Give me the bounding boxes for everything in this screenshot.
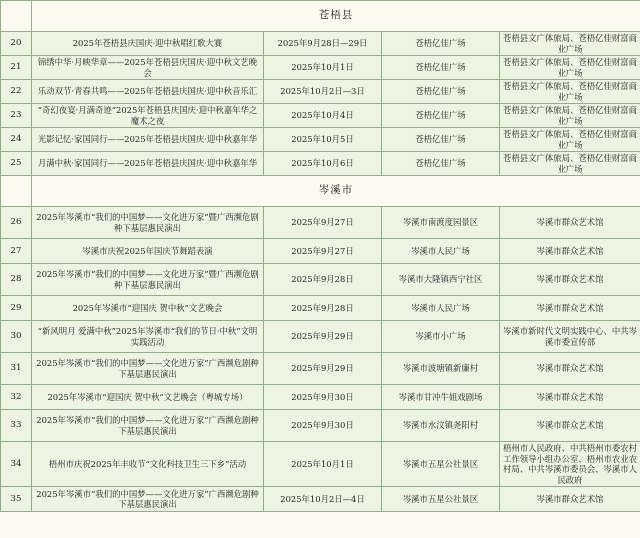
event-organizer: 苍梧县文广体旅局、苍梧亿佳财富商业广场 [500,104,640,128]
event-organizer: 岑溪市群众艺术馆 [500,264,640,296]
event-name: 2025年岑溪市“迎国庆 贺中秋”文艺晚会（粤城专场） [32,385,264,410]
event-name: 2025年岑溪市“我们的中国梦——文化进万家”广西濒危剧种下基层惠民演出 [32,353,264,385]
event-organizer: 岑溪市群众艺术馆 [500,207,640,239]
event-venue: 苍梧亿佳广场 [382,80,500,104]
event-date: 2025年10月1日 [264,442,382,487]
row-number: 32 [1,385,32,410]
event-name: 岑溪市庆祝2025年国庆节舞蹈表演 [32,239,264,264]
event-venue: 岑溪市大隆镇西宁社区 [382,264,500,296]
event-name: “奇幻夜宴·月满奇迹”2025年苍梧县庆国庆·迎中秋嘉年华之魔术之夜 [32,104,264,128]
event-date: 2025年10月5日 [264,128,382,152]
table-row [1,442,640,487]
event-venue: 岑溪市小广场 [382,321,500,353]
event-organizer: 岑溪市群众艺术馆 [500,353,640,385]
events-table-body [1,1,640,512]
table-row [1,239,640,264]
event-date: 2025年10月2日—3日 [264,80,382,104]
event-name: 2025年岑溪市“我们的中国梦——文化进万家”广西濒危剧种下基层惠民演出 [32,487,264,512]
row-number: 21 [1,56,32,80]
section-header-row [1,1,640,32]
event-venue: 苍梧亿佳广场 [382,56,500,80]
event-organizer: 苍梧县文广体旅局、苍梧亿佳财富商业广场 [500,152,640,176]
event-venue: 岑溪市人民广场 [382,296,500,321]
event-name: 光影记忆·家国同行——2025年苍梧县庆国庆·迎中秋嘉年华 [32,128,264,152]
table-row [1,207,640,239]
row-number: 34 [1,442,32,487]
event-venue: 岑溪市南渡度园景区 [382,207,500,239]
event-date: 2025年9月28日—29日 [264,32,382,56]
event-venue: 岑溪市五星公社景区 [382,487,500,512]
event-date: 2025年9月27日 [264,239,382,264]
row-number: 22 [1,80,32,104]
event-venue: 岑溪市五星公社景区 [382,442,500,487]
event-organizer: 岑溪市群众艺术馆 [500,239,640,264]
event-date: 2025年10月6日 [264,152,382,176]
event-name: 2025年岑溪市“迎国庆 贺中秋”文艺晚会 [32,296,264,321]
event-date: 2025年9月29日 [264,353,382,385]
row-number: 31 [1,353,32,385]
section-header-row [1,176,640,207]
table-row [1,487,640,512]
row-number: 24 [1,128,32,152]
event-name: 2025年岑溪市“我们的中国梦——文化进万家”暨广西濒危剧种下基层惠民演出 [32,264,264,296]
row-number: 26 [1,207,32,239]
event-organizer: 苍梧县文广体旅局、苍梧亿佳财富商业广场 [500,128,640,152]
event-date: 2025年9月28日 [264,296,382,321]
table-row [1,296,640,321]
table-row [1,410,640,442]
table-row [1,321,640,353]
event-venue: 岑溪市波塘镇新廉村 [382,353,500,385]
event-organizer: 岑溪市群众艺术馆 [500,487,640,512]
row-number: 35 [1,487,32,512]
event-name: 2025年岑溪市“我们的中国梦——文化进万家”暨广西濒危剧种下基层惠民演出 [32,207,264,239]
event-organizer: 岑溪市群众艺术馆 [500,296,640,321]
event-name: 月满中秋·家国同行——2025年苍梧县庆国庆·迎中秋嘉年华 [32,152,264,176]
event-date: 2025年9月29日 [264,321,382,353]
event-venue: 岑溪市水汶镇尧阳村 [382,410,500,442]
event-date: 2025年9月30日 [264,410,382,442]
event-name: 梧州市庆祝2025年丰收节“文化科技卫生三下乡”活动 [32,442,264,487]
section-title: 岑溪市 [32,176,640,207]
table-row [1,353,640,385]
row-number: 33 [1,410,32,442]
table-row [1,152,640,176]
table-row [1,385,640,410]
event-organizer: 苍梧县文广体旅局、苍梧亿佳财富商业广场 [500,32,640,56]
event-date: 2025年9月30日 [264,385,382,410]
event-organizer: 岑溪市群众艺术馆 [500,385,640,410]
row-number: 28 [1,264,32,296]
event-organizer: 苍梧县文广体旅局、苍梧亿佳财富商业广场 [500,56,640,80]
event-name: 锦绣中华·月映华章——2025年苍梧县庆国庆·迎中秋文艺晚会 [32,56,264,80]
event-date: 2025年10月1日 [264,56,382,80]
row-number: 29 [1,296,32,321]
row-number: 27 [1,239,32,264]
event-venue: 苍梧亿佳广场 [382,32,500,56]
event-name: 乐动双节·青春共鸣——2025年苍梧县庆国庆·迎中秋音乐汇 [32,80,264,104]
event-organizer: 岑溪市新时代文明实践中心、中共岑溪市委宣传部 [500,321,640,353]
table-row [1,264,640,296]
row-number: 25 [1,152,32,176]
event-venue: 岑溪市人民广场 [382,239,500,264]
event-venue: 苍梧亿佳广场 [382,152,500,176]
table-row [1,104,640,128]
event-date: 2025年9月28日 [264,264,382,296]
section-header-blank-cell [1,1,32,32]
row-number: 20 [1,32,32,56]
event-organizer: 梧州市人民政府、中共梧州市委农村工作领导小组办公室、梧州市农业农村局、中共岑溪市委员会、岑溪市人民政府 [500,442,640,487]
table-row [1,80,640,104]
event-venue: 苍梧亿佳广场 [382,128,500,152]
event-date: 2025年10月2日—4日 [264,487,382,512]
table-row [1,32,640,56]
event-date: 2025年9月27日 [264,207,382,239]
section-header-blank-cell [1,176,32,207]
table-row [1,56,640,80]
event-name: “新风明月 爱满中秋”2025年岑溪市“我们的节日·中秋”文明实践活动 [32,321,264,353]
event-date: 2025年10月4日 [264,104,382,128]
event-organizer: 岑溪市群众艺术馆 [500,410,640,442]
event-organizer: 苍梧县文广体旅局、苍梧亿佳财富商业广场 [500,80,640,104]
row-number: 23 [1,104,32,128]
row-number: 30 [1,321,32,353]
section-title: 苍梧县 [32,1,640,32]
table-row [1,128,640,152]
event-venue: 苍梧亿佳广场 [382,104,500,128]
event-venue: 岑溪市甘冲牛姐戏剧场 [382,385,500,410]
event-name: 2025年岑溪市“我们的中国梦——文化进万家”广西濒危剧种下基层惠民演出 [32,410,264,442]
event-name: 2025年苍梧县庆国庆·迎中秋唱红歌大赛 [32,32,264,56]
